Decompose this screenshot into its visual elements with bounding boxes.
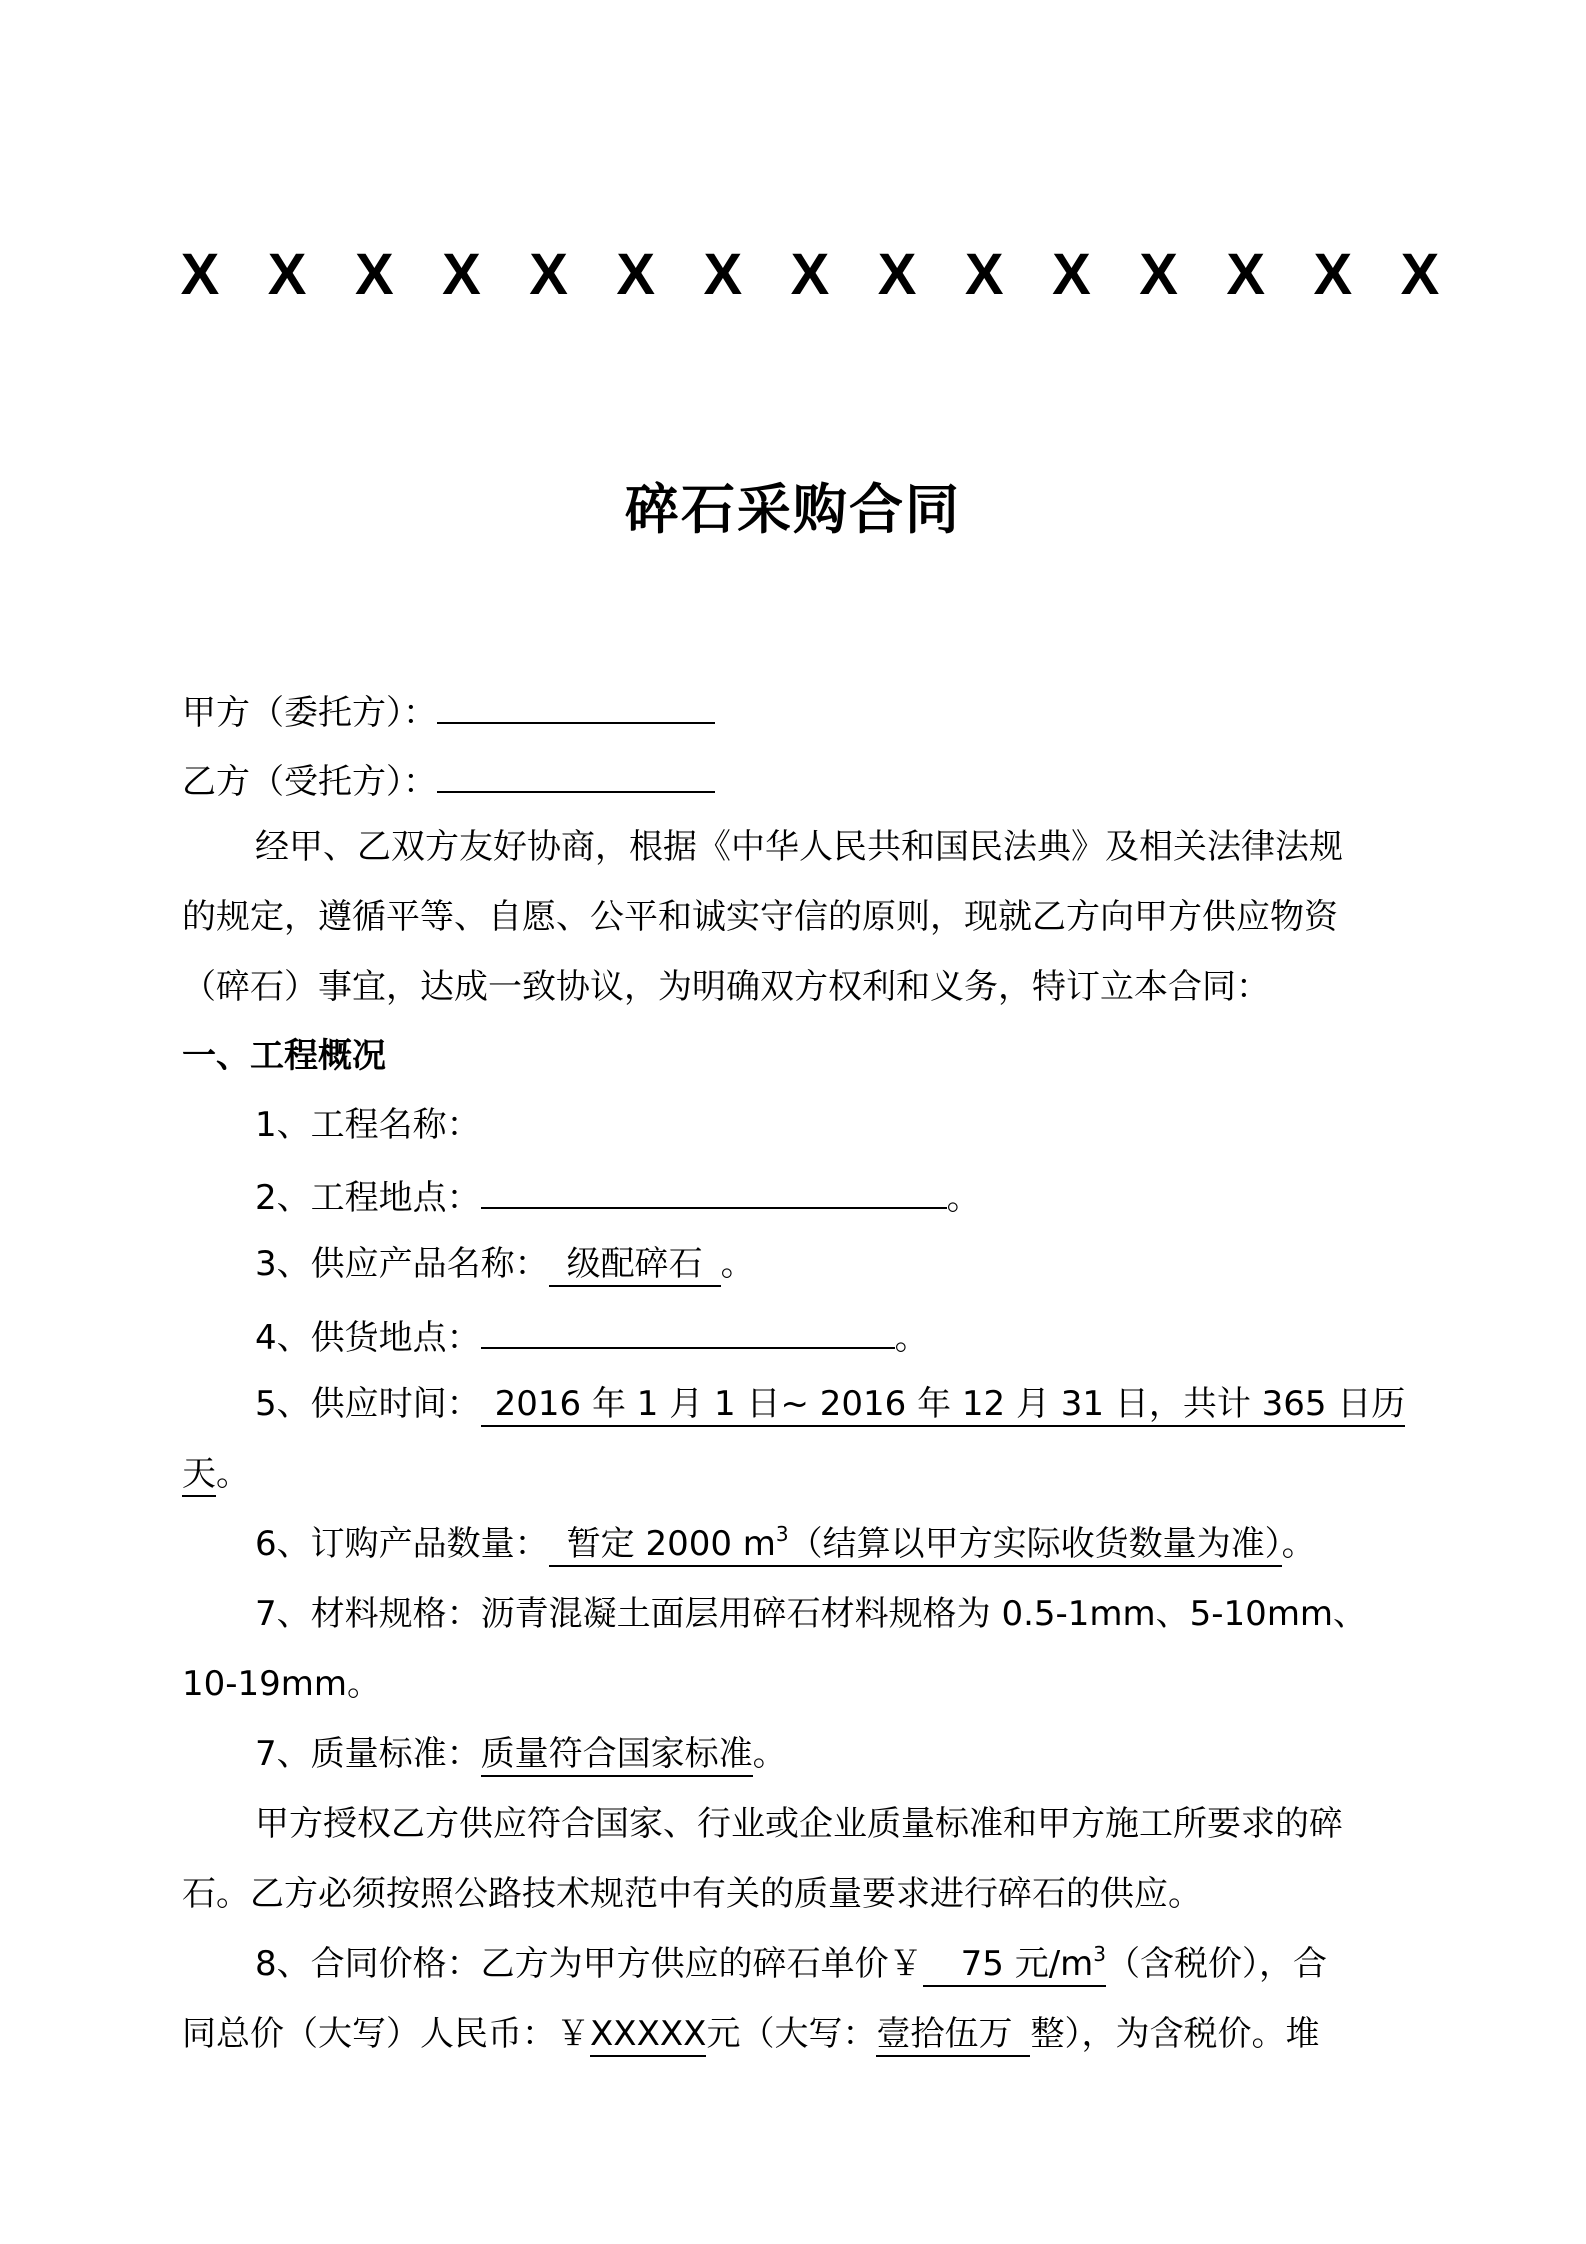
item-project-name	[255, 1102, 481, 1148]
total-price-label: 同总价（大写）人民币：￥	[182, 2014, 590, 2054]
header-mark: X	[1139, 242, 1178, 307]
period: 。	[946, 1178, 981, 1218]
header-placeholder-marks	[180, 240, 1440, 310]
section-heading-project-overview: 一、工程概况	[182, 1036, 386, 1076]
period: 。	[216, 1454, 250, 1494]
total-price-words-value: 壹拾伍万	[876, 2014, 1030, 2057]
header-mark: X	[529, 242, 568, 307]
period: 。	[752, 1734, 787, 1774]
preamble-line-2: 的规定，遵循平等、自愿、公平和诚实守信的原则，现就乙方向甲方供应物资	[182, 897, 1338, 937]
header-mark: X	[442, 242, 481, 307]
tax-note: （含税价），合	[1106, 1944, 1328, 1984]
authorization-line-1: 甲方授权乙方供应符合国家、行业或企业质量标准和甲方施工所要求的碎	[255, 1804, 1343, 1844]
item-project-location	[255, 1171, 981, 1221]
item-product-name	[255, 1241, 755, 1287]
header-mark: X	[877, 242, 917, 307]
order-quantity-amount: 暂定 2000 m	[566, 1524, 776, 1564]
header-mark: X	[964, 242, 1004, 307]
party-b-blank[interactable]	[437, 755, 715, 793]
total-price-words-label: 元（大写：	[706, 2014, 877, 2054]
document-title: 碎石采购合同	[625, 478, 961, 541]
item-quality-standard-label: 7、质量标准：	[255, 1734, 481, 1774]
header-mark: X	[703, 242, 743, 307]
preamble-line-1: 经甲、乙双方友好协商，根据《中华人民共和国民法典》及相关法律法规	[255, 827, 1343, 867]
party-b-label: 乙方（受托方）：	[182, 762, 437, 802]
item-material-spec-line-1: 7、材料规格：沥青混凝土面层用碎石材料规格为 0.5-1mm、5-10mm、	[255, 1594, 1368, 1634]
cubic-superscript: 3	[775, 1522, 789, 1546]
item-contract-price-label: 8、合同价格：乙方为甲方供应的碎石单价￥	[255, 1944, 923, 1984]
party-a-line	[182, 686, 715, 736]
authorization-line-2: 石。乙方必须按照公路技术规范中有关的质量要求进行碎石的供应。	[182, 1874, 1202, 1914]
header-mark: X	[616, 242, 656, 307]
item-order-quantity-label: 6、订购产品数量：	[255, 1524, 549, 1564]
header-mark: X	[1400, 242, 1440, 307]
item-delivery-location-label: 4、供货地点：	[255, 1318, 481, 1358]
header-mark: X	[1313, 242, 1353, 307]
header-mark: X	[180, 242, 220, 307]
project-location-blank[interactable]	[481, 1171, 947, 1209]
unit-price-value	[923, 1944, 1106, 1987]
period: 。	[1281, 1524, 1316, 1564]
order-quantity-note: （结算以甲方实际收货数量为准）	[788, 1524, 1282, 1564]
party-a-blank[interactable]	[437, 686, 715, 724]
header-mark: X	[354, 242, 394, 307]
item-contract-price-cont	[182, 2011, 1319, 2057]
item-delivery-location	[255, 1311, 929, 1361]
party-b-line	[182, 755, 715, 805]
delivery-location-blank[interactable]	[481, 1311, 895, 1349]
period: 。	[894, 1318, 929, 1358]
item-material-spec-line-2: 10-19mm。	[182, 1664, 382, 1704]
header-mark: X	[790, 242, 830, 307]
item-project-name-label: 1、工程名称：	[255, 1105, 481, 1145]
party-a-label: 甲方（委托方）：	[182, 693, 437, 733]
item-contract-price	[255, 1941, 1327, 1987]
item-quality-standard	[255, 1731, 787, 1777]
header-mark: X	[1052, 242, 1091, 307]
order-quantity-value	[549, 1524, 1282, 1567]
item-supply-time-cont	[182, 1451, 250, 1497]
item-order-quantity	[255, 1521, 1316, 1567]
item-product-name-label: 3、供应产品名称：	[255, 1244, 549, 1284]
period: 。	[720, 1244, 755, 1284]
cubic-superscript: 3	[1093, 1942, 1107, 1966]
item-supply-time-label: 5、供应时间：	[255, 1384, 481, 1424]
header-mark: X	[267, 242, 307, 307]
preamble-line-3: （碎石）事宜，达成一致协议，为明确双方权利和义务，特订立本合同：	[182, 967, 1270, 1007]
item-project-location-label: 2、工程地点：	[255, 1178, 481, 1218]
header-mark: X	[1226, 242, 1266, 307]
total-price-suffix: 整），为含税价。堆	[1030, 2014, 1320, 2054]
total-price-value: XXXXX	[590, 2014, 706, 2057]
quality-standard-value: 质量符合国家标准	[481, 1734, 753, 1777]
supply-time-value-cont: 天	[182, 1454, 216, 1497]
product-name-value: 级配碎石	[549, 1244, 721, 1287]
item-supply-time	[255, 1381, 1405, 1427]
unit-price-amount: 75 元/m	[960, 1944, 1094, 1984]
supply-time-value: 2016 年 1 月 1 日~ 2016 年 12 月 31 日，共计 365 日历	[481, 1384, 1406, 1427]
